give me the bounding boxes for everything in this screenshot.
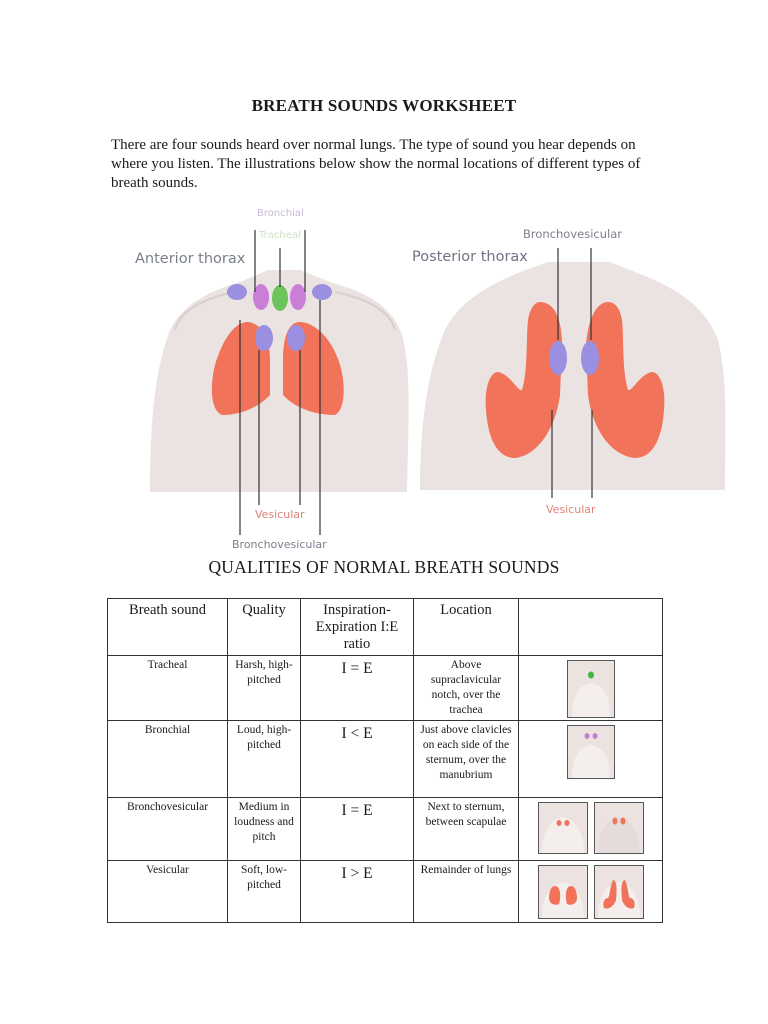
header-breath-sound: Breath sound	[108, 599, 228, 656]
cell-sound: Bronchovesicular	[108, 798, 228, 861]
cell-image	[519, 798, 663, 861]
cell-location: Remainder of lungs	[414, 861, 519, 923]
worksheet-title: BREATH SOUNDS WORKSHEET	[251, 96, 517, 115]
header-quality: Quality	[228, 599, 301, 656]
anterior-thorax-label: Anterior thorax	[135, 251, 246, 267]
bronchial-spot-right	[290, 284, 306, 310]
vesicular-posterior-thumbnail	[594, 865, 644, 919]
cell-location: Just above clavicles on each side of the sternum, over the manubrium	[414, 721, 519, 798]
qualities-section-title: QUALITIES OF NORMAL BREATH SOUNDS	[208, 557, 560, 577]
cell-quality: Harsh, high-pitched	[228, 656, 301, 721]
cell-image	[519, 656, 663, 721]
cell-image	[519, 721, 663, 798]
bronchovesicular-posterior-thumbnail	[594, 802, 644, 854]
cell-quality: Medium in loudness and pitch	[228, 798, 301, 861]
cell-image	[519, 861, 663, 923]
intro-paragraph: There are four sounds heard over normal lungs. The type of sound you hear depends on where you listen. The illustrations below show the normal locations of different types of breath sounds.	[111, 137, 641, 191]
callout-vesicular-anterior: Vesicular	[255, 508, 305, 521]
callout-tracheal: Tracheal	[259, 230, 301, 241]
table-row	[108, 721, 663, 798]
cell-location: Next to sternum, between scapulae	[414, 798, 519, 861]
tracheal-thumbnail	[567, 660, 615, 718]
table-row	[108, 656, 663, 721]
cell-quality: Soft, low-pitched	[228, 861, 301, 923]
callout-bronchial: Bronchial	[257, 208, 304, 219]
cell-ratio: I > E	[301, 861, 414, 923]
cell-ratio: I = E	[301, 798, 414, 861]
cell-quality: Loud, high-pitched	[228, 721, 301, 798]
posterior-bronchovesicular-right	[581, 341, 599, 375]
header-ie-ratio: Inspiration-Expiration I:E ratio	[301, 599, 414, 656]
bronchovesicular-anterior-thumbnail	[538, 802, 588, 854]
breath-sounds-table	[107, 598, 663, 923]
anterior-bronchovesicular-shoulder-left	[227, 284, 247, 300]
table-row	[108, 861, 663, 923]
cell-location: Above supraclavicular notch, over the trachea	[414, 656, 519, 721]
header-image	[519, 599, 663, 656]
callout-bronchovesicular-anterior: Bronchovesicular	[232, 538, 327, 551]
anterior-bronchovesicular-right	[287, 325, 305, 351]
table-row	[108, 798, 663, 861]
cell-ratio: I < E	[301, 721, 414, 798]
callout-vesicular-posterior: Vesicular	[546, 503, 596, 516]
posterior-torso	[420, 262, 725, 490]
bronchial-thumbnail	[567, 725, 615, 779]
posterior-thorax-label: Posterior thorax	[412, 249, 528, 265]
posterior-bronchovesicular-left	[549, 341, 567, 375]
table-header-row	[108, 599, 663, 656]
cell-ratio: I = E	[301, 656, 414, 721]
anterior-bronchovesicular-shoulder-right	[312, 284, 332, 300]
cell-sound: Bronchial	[108, 721, 228, 798]
cell-sound: Tracheal	[108, 656, 228, 721]
callout-bronchovesicular-posterior: Bronchovesicular	[523, 227, 622, 241]
tracheal-spot	[272, 285, 288, 311]
header-location: Location	[414, 599, 519, 656]
vesicular-anterior-thumbnail	[538, 865, 588, 919]
anterior-bronchovesicular-left	[255, 325, 273, 351]
cell-sound: Vesicular	[108, 861, 228, 923]
